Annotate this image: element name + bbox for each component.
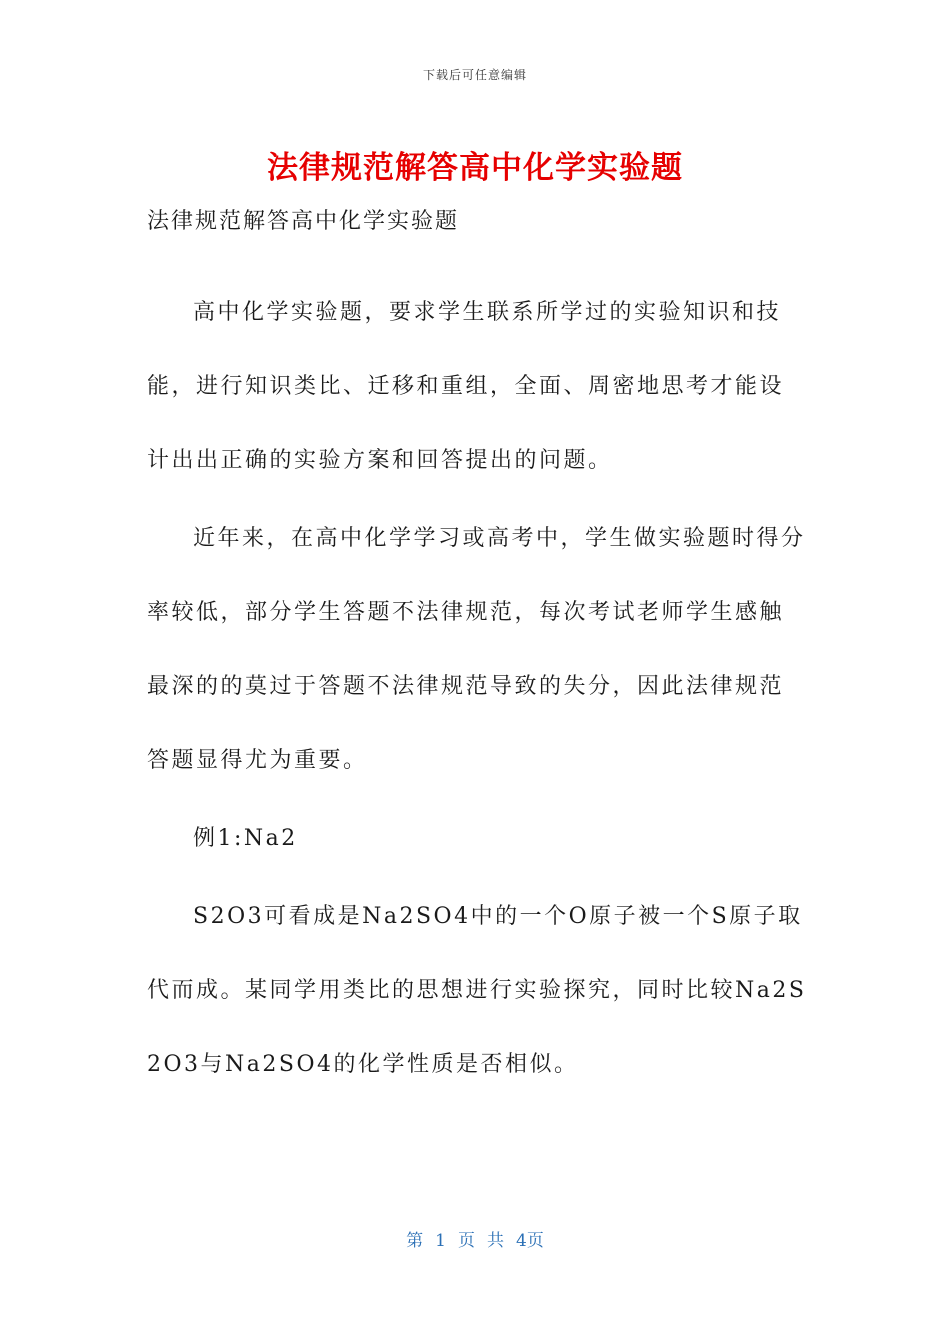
document-body bbox=[147, 276, 807, 1106]
footer-current-page: 1 bbox=[435, 1231, 446, 1251]
paragraph-example-text: S2O3可看成是Na2SO4中的一个O原子被一个S原子取代而成。某同学用类比的思想进行实验探究，同时比较Na2S2O3与Na2SO4的化学性质是否相似。 bbox=[147, 904, 807, 1077]
paragraph-example-label: 例1:Na2 bbox=[193, 826, 298, 851]
header-note: 下载后可任意编辑 bbox=[422, 68, 527, 82]
document-subtitle: 法律规范解答高中化学实验题 bbox=[147, 209, 460, 234]
paragraph-background: 近年来，在高中化学学习或高考中，学生做实验题时得分率较低，部分学生答题不法律规范，每次考试老师学生感触最深的的莫过于答题不法律规范导致的失分，因此法律规范答题显得尤为重要。 bbox=[147, 526, 806, 773]
footer-page-mid: 页 bbox=[458, 1231, 475, 1251]
footer-total-prefix: 共 bbox=[487, 1231, 504, 1251]
footer-page-prefix: 第 bbox=[406, 1231, 424, 1251]
page-footer bbox=[0, 1226, 950, 1251]
paragraph-intro: 高中化学实验题，要求学生联系所学过的实验知识和技能，进行知识类比、迁移和重组，全面、周密地思考才能设计出出正确的实验方案和回答提出的问题。 bbox=[147, 300, 785, 473]
footer-total-pages: 4页 bbox=[516, 1231, 544, 1251]
document-title: 法律规范解答高中化学实验题 bbox=[267, 150, 683, 186]
